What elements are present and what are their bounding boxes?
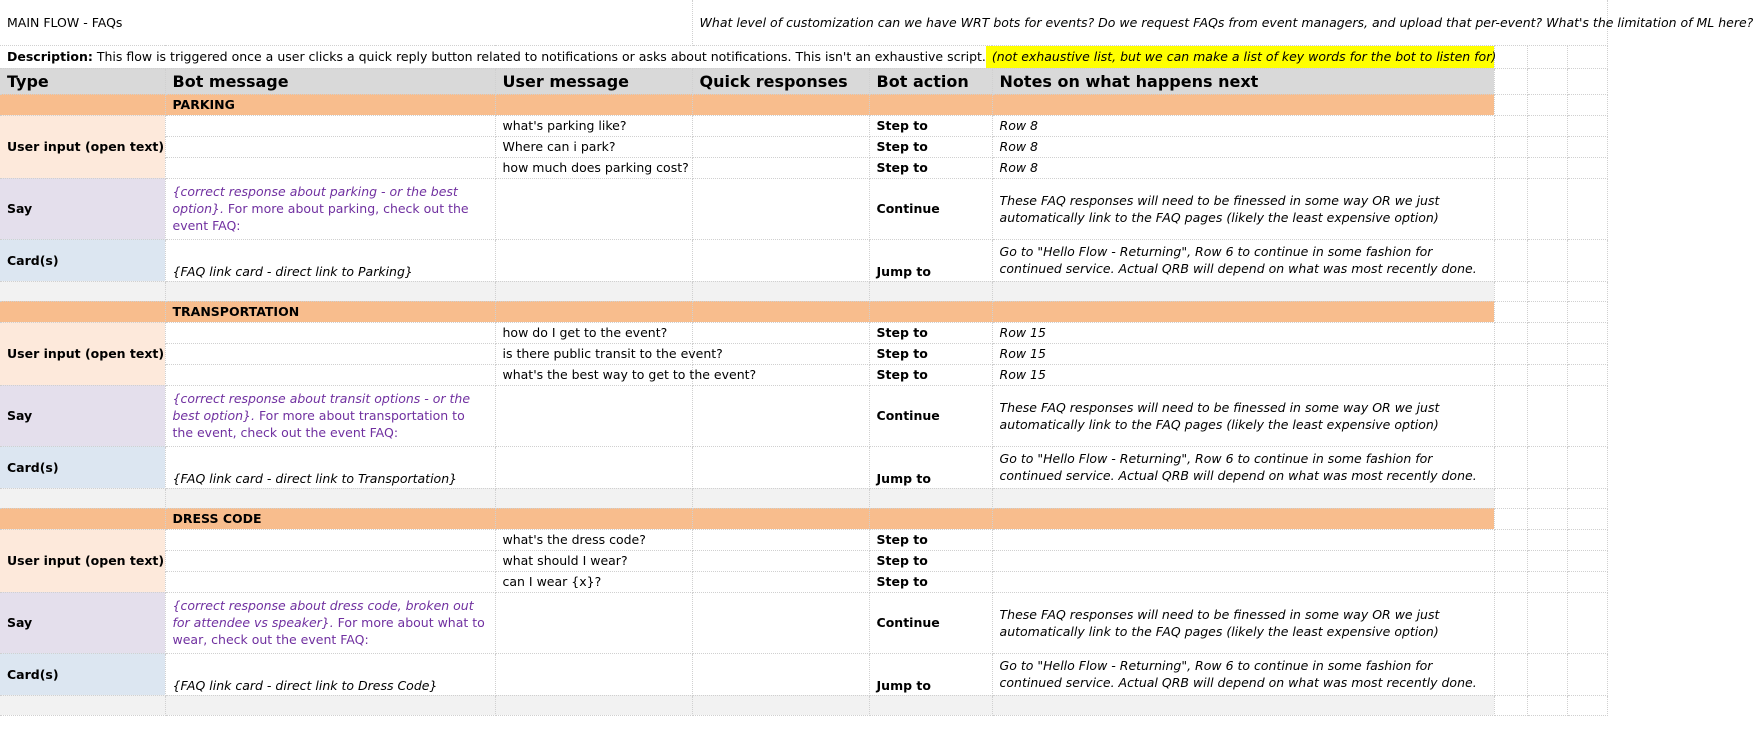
description-label: Description: — [7, 49, 93, 64]
empty-cell[interactable] — [1527, 653, 1567, 695]
spacer-cell[interactable] — [495, 281, 692, 301]
spacer-cell[interactable] — [692, 488, 869, 508]
empty-cell[interactable] — [1494, 343, 1527, 364]
bot-action-cell[interactable]: Continue — [869, 592, 992, 653]
section-empty-cell[interactable] — [992, 94, 1494, 115]
section-header[interactable]: PARKING — [165, 94, 495, 115]
empty-cell[interactable] — [1567, 488, 1607, 508]
empty-cell[interactable] — [1494, 239, 1527, 281]
section-empty-cell[interactable] — [0, 508, 165, 529]
bot-action-cell[interactable]: Step to — [869, 529, 992, 550]
section-empty-cell[interactable] — [692, 508, 869, 529]
quick-response-cell[interactable] — [692, 322, 869, 343]
bot-message-cell[interactable] — [165, 115, 495, 136]
user-message-cell[interactable] — [495, 385, 692, 446]
empty-cell[interactable] — [1527, 178, 1567, 239]
type-say[interactable]: Say — [0, 592, 165, 653]
notes-cell[interactable]: Go to "Hello Flow - Returning", Row 6 to continue in some fashion for continued service. Actual QRB will depend on what was most recently done. — [992, 239, 1494, 281]
bot-action-cell[interactable]: Jump to — [869, 653, 992, 695]
section-header[interactable]: DRESS CODE — [165, 508, 495, 529]
empty-cell[interactable] — [1494, 364, 1527, 385]
section-empty-cell[interactable] — [692, 301, 869, 322]
user-message-cell[interactable]: what should I wear? — [495, 550, 692, 571]
section-empty-cell[interactable] — [992, 508, 1494, 529]
empty-cell[interactable] — [1567, 301, 1607, 322]
empty-cell[interactable] — [1567, 508, 1607, 529]
bot-action-cell[interactable]: Step to — [869, 157, 992, 178]
header-bot-message[interactable]: Bot message — [165, 68, 495, 94]
empty-cell[interactable] — [1494, 550, 1527, 571]
header-quick-responses[interactable]: Quick responses — [692, 68, 869, 94]
empty-cell[interactable] — [1567, 281, 1607, 301]
notes-cell[interactable] — [992, 529, 1494, 550]
say-bot-message[interactable] — [165, 592, 495, 653]
user-message-cell[interactable] — [495, 653, 692, 695]
section-empty-cell[interactable] — [495, 301, 692, 322]
quick-response-cell[interactable] — [692, 550, 869, 571]
spacer-cell[interactable] — [692, 695, 869, 715]
card-bot-message[interactable]: {FAQ link card - direct link to Dress Code} — [165, 653, 495, 695]
empty-cell[interactable] — [1494, 385, 1527, 446]
say-message-text: For more about what to wear, check out the event FAQ: — [172, 615, 485, 647]
empty-cell[interactable] — [1527, 488, 1567, 508]
user-message-cell[interactable]: is there public transit to the event? — [495, 343, 692, 364]
spacer-cell[interactable] — [992, 695, 1494, 715]
empty-cell[interactable] — [1567, 136, 1607, 157]
type-say[interactable]: Say — [0, 385, 165, 446]
bot-action-cell[interactable]: Step to — [869, 343, 992, 364]
empty-cell[interactable] — [1527, 550, 1567, 571]
bot-action-cell[interactable]: Step to — [869, 550, 992, 571]
bot-action-cell[interactable]: Step to — [869, 136, 992, 157]
empty-cell[interactable] — [1494, 508, 1527, 529]
empty-cell[interactable] — [1567, 695, 1607, 715]
say-message-text: For more about transportation to the event, check out the event FAQ: — [172, 408, 465, 440]
spacer-cell[interactable] — [692, 281, 869, 301]
bot-action-cell[interactable]: Step to — [869, 364, 992, 385]
user-message-cell[interactable]: can I wear {x}? — [495, 571, 692, 592]
say-placeholder-text: {correct response about transit options - or the best option}. — [172, 391, 471, 423]
empty-cell[interactable] — [1494, 322, 1527, 343]
say-bot-message[interactable] — [165, 385, 495, 446]
notes-cell[interactable]: Go to "Hello Flow - Returning", Row 6 to continue in some fashion for continued service. Actual QRB will depend on what was most recently done. — [992, 653, 1494, 695]
user-message-cell[interactable] — [495, 239, 692, 281]
user-message-cell[interactable]: what's the dress code? — [495, 529, 692, 550]
bot-action-cell[interactable]: Continue — [869, 385, 992, 446]
bot-message-cell[interactable] — [165, 571, 495, 592]
section-empty-cell[interactable] — [495, 94, 692, 115]
bot-message-cell[interactable] — [165, 364, 495, 385]
empty-cell[interactable] — [1494, 178, 1527, 239]
section-empty-cell[interactable] — [0, 301, 165, 322]
empty-cell[interactable] — [1567, 550, 1607, 571]
spacer-cell[interactable] — [869, 695, 992, 715]
empty-cell[interactable] — [1527, 322, 1567, 343]
empty-cell[interactable] — [1527, 592, 1567, 653]
bot-action-cell[interactable]: Step to — [869, 571, 992, 592]
header-type[interactable]: Type — [0, 68, 165, 94]
empty-cell[interactable] — [1527, 115, 1567, 136]
type-user-input[interactable]: User input (open text) — [0, 529, 165, 592]
empty-cell[interactable] — [1494, 653, 1527, 695]
empty-cell[interactable] — [1527, 136, 1567, 157]
section-empty-cell[interactable] — [495, 508, 692, 529]
empty-cell[interactable] — [1567, 446, 1607, 488]
empty-cell[interactable] — [1567, 385, 1607, 446]
user-message-cell[interactable]: Where can i park? — [495, 136, 692, 157]
empty-cell[interactable] — [1567, 94, 1607, 115]
empty-cell[interactable] — [1567, 115, 1607, 136]
notes-cell[interactable]: Row 15 — [992, 322, 1494, 343]
quick-response-cell[interactable] — [692, 529, 869, 550]
user-message-cell[interactable] — [495, 446, 692, 488]
quick-response-cell[interactable] — [692, 178, 869, 239]
empty-cell[interactable] — [1567, 571, 1607, 592]
notes-cell[interactable]: These FAQ responses will need to be finessed in some way OR we just automatically link to the FAQ pages (likely the least expensive option) — [992, 178, 1494, 239]
type-user-input[interactable]: User input (open text) — [0, 115, 165, 178]
empty-cell[interactable] — [1494, 592, 1527, 653]
empty-cell[interactable] — [1494, 571, 1527, 592]
bot-action-cell[interactable]: Step to — [869, 322, 992, 343]
highlight-note: (not exhaustive list, but we can make a list of key words for the bot to listen for) — [986, 46, 1494, 68]
notes-cell[interactable] — [992, 550, 1494, 571]
spacer-cell[interactable] — [495, 695, 692, 715]
spacer-cell[interactable] — [992, 281, 1494, 301]
empty-cell[interactable] — [1527, 301, 1567, 322]
spacer-cell[interactable] — [0, 695, 165, 715]
quick-response-cell[interactable] — [692, 571, 869, 592]
notes-cell[interactable]: Row 8 — [992, 115, 1494, 136]
bot-message-cell[interactable] — [165, 157, 495, 178]
type-user-input[interactable]: User input (open text) — [0, 322, 165, 385]
spacer-cell[interactable] — [165, 695, 495, 715]
spacer-cell[interactable] — [165, 488, 495, 508]
empty-cell[interactable] — [1527, 239, 1567, 281]
card-bot-message[interactable]: {FAQ link card - direct link to Parking} — [165, 239, 495, 281]
empty-cell[interactable] — [1494, 94, 1527, 115]
user-message-cell[interactable]: how much does parking cost? — [495, 157, 692, 178]
bot-message-cell[interactable] — [165, 136, 495, 157]
quick-response-cell[interactable] — [692, 157, 869, 178]
bot-action-cell[interactable]: Continue — [869, 178, 992, 239]
user-message-cell[interactable] — [495, 592, 692, 653]
say-placeholder-text: {correct response about dress code, broken out for attendee vs speaker}. — [172, 598, 474, 630]
quick-response-cell[interactable] — [692, 592, 869, 653]
bot-action-cell[interactable]: Jump to — [869, 446, 992, 488]
empty-cell[interactable] — [1567, 364, 1607, 385]
header-row — [0, 68, 1607, 94]
section-empty-cell[interactable] — [869, 94, 992, 115]
header-user-message[interactable]: User message — [495, 68, 692, 94]
notes-cell[interactable]: Row 8 — [992, 157, 1494, 178]
spacer-cell[interactable] — [869, 281, 992, 301]
empty-cell[interactable] — [1494, 301, 1527, 322]
notes-cell[interactable]: Row 15 — [992, 364, 1494, 385]
section-empty-cell[interactable] — [0, 94, 165, 115]
type-say[interactable]: Say — [0, 178, 165, 239]
empty-cell[interactable] — [1494, 488, 1527, 508]
empty-cell[interactable] — [1494, 695, 1527, 715]
empty-cell[interactable] — [1567, 653, 1607, 695]
bot-action-cell[interactable]: Jump to — [869, 239, 992, 281]
empty-cell[interactable] — [1494, 446, 1527, 488]
spacer-cell[interactable] — [869, 488, 992, 508]
quick-response-cell[interactable] — [692, 136, 869, 157]
empty-cell[interactable] — [1527, 94, 1567, 115]
section-empty-cell[interactable] — [692, 94, 869, 115]
empty-cell[interactable] — [1567, 178, 1607, 239]
notes-cell[interactable]: These FAQ responses will need to be finessed in some way OR we just automatically link to the FAQ pages (likely the least expensive option) — [992, 385, 1494, 446]
empty-cell[interactable] — [1527, 508, 1567, 529]
bot-action-cell[interactable]: Step to — [869, 115, 992, 136]
empty-cell[interactable] — [1567, 239, 1607, 281]
notes-cell[interactable]: These FAQ responses will need to be finessed in some way OR we just automatically link to the FAQ pages (likely the least expensive option) — [992, 592, 1494, 653]
empty-cell[interactable] — [1567, 592, 1607, 653]
bot-message-cell[interactable] — [165, 550, 495, 571]
empty-cell[interactable] — [1527, 385, 1567, 446]
user-message-cell[interactable]: what's the best way to get to the event? — [495, 364, 692, 385]
notes-cell[interactable]: Row 8 — [992, 136, 1494, 157]
quick-response-cell[interactable] — [692, 653, 869, 695]
empty-cell[interactable] — [1494, 281, 1527, 301]
spacer-cell[interactable] — [495, 488, 692, 508]
card-bot-message[interactable]: {FAQ link card - direct link to Transportation} — [165, 446, 495, 488]
spacer-cell[interactable] — [0, 488, 165, 508]
section-empty-cell[interactable] — [992, 301, 1494, 322]
user-message-cell[interactable]: what's parking like? — [495, 115, 692, 136]
spacer-cell[interactable] — [165, 281, 495, 301]
empty-cell[interactable] — [1567, 343, 1607, 364]
notes-cell[interactable] — [992, 571, 1494, 592]
empty-cell[interactable] — [1527, 364, 1567, 385]
question-cell[interactable]: What level of customization can we have WRT bots for events? Do we request FAQs from event managers, and upload that per-event? What's the limitation of ML here? — [692, 0, 1607, 45]
user-message-cell[interactable] — [495, 178, 692, 239]
header-notes[interactable]: Notes on what happens next — [992, 68, 1494, 94]
type-card[interactable]: Card(s) — [0, 653, 165, 695]
description-text: This flow is triggered once a user clicks a quick reply button related to notifications or asks about notifications. This isn't an exhaustive script. — [96, 49, 986, 64]
page-title[interactable]: MAIN FLOW - FAQs — [0, 0, 692, 45]
quick-response-cell[interactable] — [692, 115, 869, 136]
quick-response-cell[interactable] — [692, 239, 869, 281]
say-bot-message[interactable] — [165, 178, 495, 239]
empty-cell[interactable] — [1567, 322, 1607, 343]
say-message-text: For more about parking, check out the event FAQ: — [172, 201, 469, 233]
notes-cell[interactable]: Go to "Hello Flow - Returning", Row 6 to continue in some fashion for continued service. Actual QRB will depend on what was most recently done. — [992, 446, 1494, 488]
spacer-cell[interactable] — [992, 488, 1494, 508]
empty-cell[interactable] — [1527, 446, 1567, 488]
empty-cell[interactable] — [1567, 529, 1607, 550]
empty-cell[interactable] — [1527, 157, 1567, 178]
type-card[interactable]: Card(s) — [0, 446, 165, 488]
empty-cell[interactable] — [1494, 115, 1527, 136]
section-empty-cell[interactable] — [869, 508, 992, 529]
empty-cell[interactable] — [1527, 571, 1567, 592]
empty-cell[interactable] — [1494, 136, 1527, 157]
spacer-cell[interactable] — [0, 281, 165, 301]
type-card[interactable]: Card(s) — [0, 239, 165, 281]
header-bot-action[interactable]: Bot action — [869, 68, 992, 94]
empty-cell[interactable] — [1527, 281, 1567, 301]
bot-message-cell[interactable] — [165, 322, 495, 343]
user-message-cell[interactable]: how do I get to the event? — [495, 322, 692, 343]
quick-response-cell[interactable] — [692, 446, 869, 488]
notes-cell[interactable]: Row 15 — [992, 343, 1494, 364]
empty-cell[interactable] — [1567, 157, 1607, 178]
empty-cell[interactable] — [1527, 529, 1567, 550]
say-placeholder-text: {correct response about parking - or the best option}. — [172, 184, 458, 216]
description-cell[interactable] — [0, 45, 1497, 68]
empty-cell[interactable] — [1494, 157, 1527, 178]
empty-cell[interactable] — [1527, 343, 1567, 364]
empty-cell[interactable] — [1494, 529, 1527, 550]
empty-cell[interactable] — [1527, 695, 1567, 715]
section-empty-cell[interactable] — [869, 301, 992, 322]
section-header[interactable]: TRANSPORTATION — [165, 301, 495, 322]
quick-response-cell[interactable] — [692, 385, 869, 446]
bot-message-cell[interactable] — [165, 343, 495, 364]
bot-message-cell[interactable] — [165, 529, 495, 550]
